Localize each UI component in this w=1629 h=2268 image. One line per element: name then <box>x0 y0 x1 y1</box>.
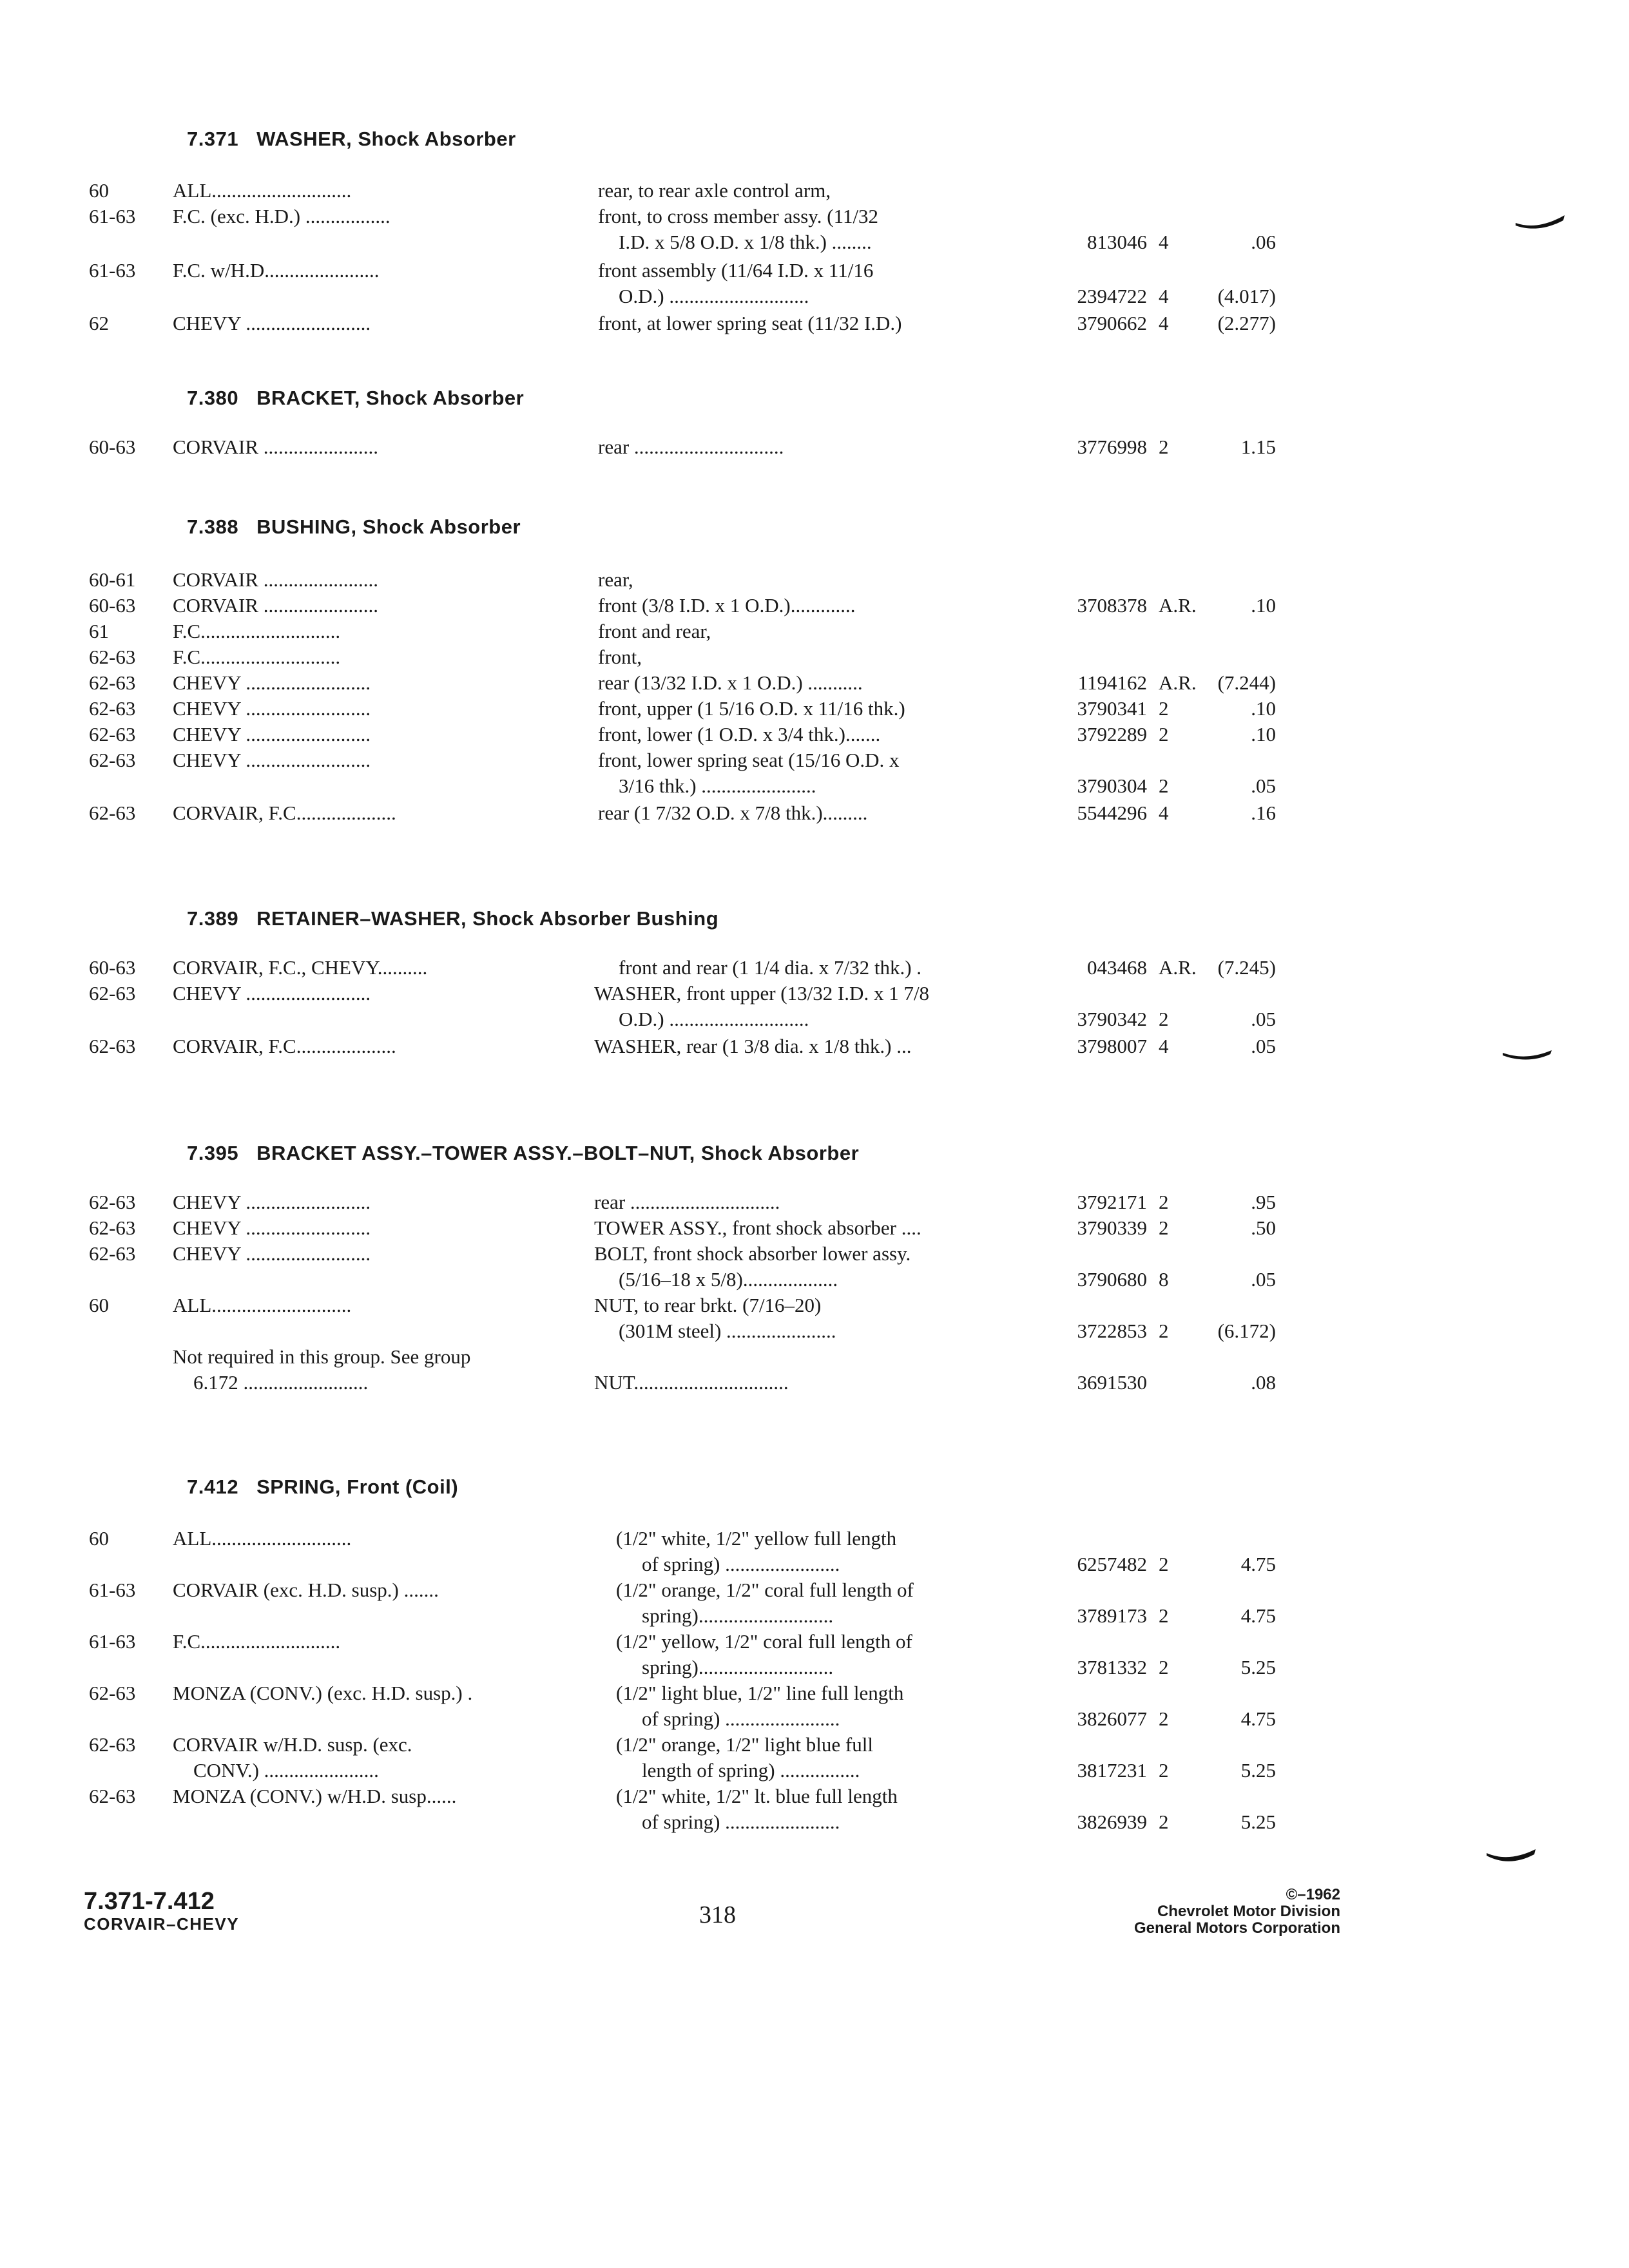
part-number: 3790342 <box>1077 1008 1147 1030</box>
year-range: 61 <box>89 620 109 642</box>
part-description: front, at lower spring seat (11/32 I.D.) <box>598 312 902 334</box>
model-applicability-cont: CONV.) ....................... <box>193 1759 379 1782</box>
footer-reference <box>84 1888 239 1933</box>
price: .05 <box>1251 774 1276 797</box>
quantity: 4 <box>1159 312 1169 334</box>
model-applicability: CHEVY ......................... <box>173 1216 371 1239</box>
part-number: 043468 <box>1087 956 1147 979</box>
price: .05 <box>1251 1268 1276 1291</box>
part-description-cont: length of spring) ................ <box>642 1759 860 1782</box>
part-description-cont: (301M steel) ...................... <box>619 1320 836 1342</box>
part-description: front (3/8 I.D. x 1 O.D.)............. <box>598 594 856 617</box>
part-description-cont: spring)........................... <box>642 1604 834 1627</box>
part-description: front assembly (11/64 I.D. x 11/16 <box>598 259 874 282</box>
year-range: 62-63 <box>89 982 136 1004</box>
page-number: 318 <box>699 1901 736 1928</box>
price: .16 <box>1251 802 1276 824</box>
price: 5.25 <box>1240 1811 1276 1833</box>
copyright-block <box>1031 1887 1340 1937</box>
quantity: 8 <box>1159 1268 1169 1291</box>
part-description: front and rear, <box>598 620 711 642</box>
price: 4.75 <box>1240 1707 1276 1730</box>
quantity: 2 <box>1159 1320 1169 1342</box>
part-description: TOWER ASSY., front shock absorber .... <box>594 1216 921 1239</box>
price: 5.25 <box>1240 1656 1276 1678</box>
year-range: 61-63 <box>89 1630 136 1653</box>
quantity: 2 <box>1159 723 1169 745</box>
section-number: 7.371 <box>187 128 239 150</box>
part-number: 3790304 <box>1077 774 1147 797</box>
quantity: 2 <box>1159 1604 1169 1627</box>
model-applicability: CHEVY ......................... <box>173 697 371 720</box>
part-description: rear (1 7/32 O.D. x 7/8 thk.)......... <box>598 802 868 824</box>
quantity: 4 <box>1159 1035 1169 1057</box>
quantity: 2 <box>1159 1759 1169 1782</box>
quantity: 4 <box>1159 285 1169 307</box>
year-range: 60-61 <box>89 568 136 591</box>
corporation: General Motors Corporation <box>1133 1919 1340 1937</box>
part-number: 3792171 <box>1077 1191 1147 1213</box>
price: .95 <box>1251 1191 1276 1213</box>
part-description: front, lower (1 O.D. x 3/4 thk.)....... <box>598 723 881 745</box>
model-applicability: F.C............................ <box>173 1630 341 1653</box>
part-description: (1/2" light blue, 1/2" line full length <box>616 1682 904 1704</box>
part-description: rear, <box>598 568 633 591</box>
model-applicability: F.C. w/H.D....................... <box>173 259 380 282</box>
group-range: 7.371-7.412 <box>84 1888 215 1915</box>
part-description-cont: 3/16 thk.) ....................... <box>619 774 816 797</box>
binder-mark-icon <box>1514 206 1566 232</box>
year-range: 62-63 <box>89 1216 136 1239</box>
model-applicability: MONZA (CONV.) (exc. H.D. susp.) . <box>173 1682 473 1704</box>
model-applicability: CHEVY ......................... <box>173 982 371 1004</box>
model-applicability: F.C............................ <box>173 620 341 642</box>
vehicle-line: CORVAIR–CHEVY <box>84 1914 240 1934</box>
part-description-cont: of spring) ....................... <box>642 1811 840 1833</box>
part-number: 2394722 <box>1077 285 1147 307</box>
quantity: 2 <box>1159 1553 1169 1575</box>
part-number: 3790662 <box>1077 312 1147 334</box>
section-heading <box>187 387 524 410</box>
binder-mark-icon <box>1485 1843 1537 1869</box>
part-number: 3708378 <box>1077 594 1147 617</box>
part-description: BOLT, front shock absorber lower assy. <box>594 1242 911 1265</box>
binder-mark-icon <box>1501 1044 1553 1063</box>
quantity: 2 <box>1159 697 1169 720</box>
model-applicability: CORVAIR, F.C.................... <box>173 802 396 824</box>
section-number: 7.395 <box>187 1142 239 1164</box>
section-heading <box>187 515 521 539</box>
part-description: front, upper (1 5/16 O.D. x 11/16 thk.) <box>598 697 905 720</box>
model-applicability: ALL............................ <box>173 1294 352 1316</box>
year-range: 60-63 <box>89 956 136 979</box>
year-range: 62-63 <box>89 1191 136 1213</box>
model-applicability: CHEVY ......................... <box>173 671 371 694</box>
quantity: A.R. <box>1159 594 1197 617</box>
part-description: (1/2" yellow, 1/2" coral full length of <box>616 1630 912 1653</box>
part-number: 3722853 <box>1077 1320 1147 1342</box>
price: 4.75 <box>1240 1604 1276 1627</box>
footnote-text: Not required in this group. See group <box>173 1345 471 1368</box>
section-title: WASHER, Shock Absorber <box>256 128 516 150</box>
price: .10 <box>1251 594 1276 617</box>
price: .50 <box>1251 1216 1276 1239</box>
part-number: 3789173 <box>1077 1604 1147 1627</box>
quantity: A.R. <box>1159 956 1197 979</box>
part-description: front and rear (1 1/4 dia. x 7/32 thk.) . <box>619 956 922 979</box>
quantity: 2 <box>1159 436 1169 458</box>
model-applicability: ALL............................ <box>173 179 352 202</box>
section-title: BRACKET ASSY.–TOWER ASSY.–BOLT–NUT, Shock Absorber <box>256 1142 860 1164</box>
price: (4.017) <box>1217 285 1276 307</box>
year-range: 62-63 <box>89 749 136 771</box>
year-range: 62-63 <box>89 723 136 745</box>
section-title: BRACKET, Shock Absorber <box>256 387 525 409</box>
model-applicability: CHEVY ......................... <box>173 1191 371 1213</box>
part-number: 3790341 <box>1077 697 1147 720</box>
part-number: 3817231 <box>1077 1759 1147 1782</box>
quantity: 2 <box>1159 1191 1169 1213</box>
copyright: ©–1962 <box>1286 1886 1340 1903</box>
year-range: 62-63 <box>89 1733 136 1756</box>
model-applicability: CORVAIR ....................... <box>173 568 379 591</box>
price: .08 <box>1251 1371 1276 1394</box>
part-number: 6257482 <box>1077 1553 1147 1575</box>
model-applicability: F.C............................ <box>173 646 341 668</box>
year-range: 61-63 <box>89 259 136 282</box>
part-description: rear (13/32 I.D. x 1 O.D.) ........... <box>598 671 863 694</box>
section-title: BUSHING, Shock Absorber <box>256 515 521 538</box>
year-range: 62-63 <box>89 1242 136 1265</box>
section-number: 7.380 <box>187 387 239 409</box>
quantity: 2 <box>1159 1656 1169 1678</box>
part-number: 1194162 <box>1077 671 1147 694</box>
part-description: (1/2" white, 1/2" yellow full length <box>616 1527 897 1550</box>
year-range: 60-63 <box>89 436 136 458</box>
part-description: (1/2" orange, 1/2" light blue full <box>616 1733 873 1756</box>
part-description: (1/2" orange, 1/2" coral full length of <box>616 1579 914 1601</box>
quantity: 2 <box>1159 1811 1169 1833</box>
price: (6.172) <box>1217 1320 1276 1342</box>
model-applicability: CHEVY ......................... <box>173 723 371 745</box>
part-description: (1/2" white, 1/2" lt. blue full length <box>616 1785 898 1807</box>
part-description: NUT............................... <box>594 1371 789 1394</box>
part-description: rear .............................. <box>598 436 784 458</box>
year-range: 62-63 <box>89 1682 136 1704</box>
footnote-text-cont: 6.172 ......................... <box>193 1371 369 1394</box>
part-description: WASHER, front upper (13/32 I.D. x 1 7/8 <box>594 982 930 1004</box>
section-heading <box>187 1142 859 1165</box>
year-range: 61-63 <box>89 1579 136 1601</box>
part-description-cont: spring)........................... <box>642 1656 834 1678</box>
model-applicability: ALL............................ <box>173 1527 352 1550</box>
section-title: RETAINER–WASHER, Shock Absorber Bushing <box>256 907 719 930</box>
year-range: 62 <box>89 312 109 334</box>
section-title: SPRING, Front (Coil) <box>256 1475 459 1498</box>
model-applicability: CHEVY ......................... <box>173 1242 371 1265</box>
part-number: 3790339 <box>1077 1216 1147 1239</box>
year-range: 62-63 <box>89 1785 136 1807</box>
quantity: 2 <box>1159 1707 1169 1730</box>
model-applicability: CORVAIR w/H.D. susp. (exc. <box>173 1733 412 1756</box>
price: (7.245) <box>1217 956 1276 979</box>
quantity: 4 <box>1159 802 1169 824</box>
part-number: 3798007 <box>1077 1035 1147 1057</box>
part-description: NUT, to rear brkt. (7/16–20) <box>594 1294 822 1316</box>
price: .06 <box>1251 231 1276 253</box>
part-number: 5544296 <box>1077 802 1147 824</box>
year-range: 62-63 <box>89 802 136 824</box>
price: 1.15 <box>1240 436 1276 458</box>
price: .05 <box>1251 1035 1276 1057</box>
section-heading <box>187 1475 458 1499</box>
year-range: 60 <box>89 179 109 202</box>
section-number: 7.389 <box>187 907 239 930</box>
price: (7.244) <box>1217 671 1276 694</box>
part-description-cont: of spring) ....................... <box>642 1707 840 1730</box>
model-applicability: CORVAIR, F.C.................... <box>173 1035 396 1057</box>
section-heading <box>187 907 718 930</box>
part-number: 3691530 <box>1077 1371 1147 1394</box>
price: .05 <box>1251 1008 1276 1030</box>
part-number: 3790680 <box>1077 1268 1147 1291</box>
section-number: 7.412 <box>187 1475 239 1498</box>
price: 5.25 <box>1240 1759 1276 1782</box>
year-range: 60 <box>89 1294 109 1316</box>
model-applicability: MONZA (CONV.) w/H.D. susp...... <box>173 1785 457 1807</box>
price: .10 <box>1251 723 1276 745</box>
part-number: 3781332 <box>1077 1656 1147 1678</box>
model-applicability: CORVAIR ....................... <box>173 436 379 458</box>
section-heading <box>187 128 516 151</box>
year-range: 61-63 <box>89 205 136 227</box>
quantity: 2 <box>1159 1008 1169 1030</box>
year-range: 62-63 <box>89 697 136 720</box>
part-number: 813046 <box>1087 231 1147 253</box>
model-applicability: CORVAIR, F.C., CHEVY.......... <box>173 956 428 979</box>
division: Chevrolet Motor Division <box>1157 1903 1340 1920</box>
year-range: 62-63 <box>89 671 136 694</box>
quantity: 4 <box>1159 231 1169 253</box>
year-range: 62-63 <box>89 646 136 668</box>
year-range: 60-63 <box>89 594 136 617</box>
year-range: 60 <box>89 1527 109 1550</box>
quantity: A.R. <box>1159 671 1197 694</box>
model-applicability: CHEVY ......................... <box>173 312 371 334</box>
quantity: 2 <box>1159 774 1169 797</box>
part-description: front, <box>598 646 642 668</box>
part-number: 3776998 <box>1077 436 1147 458</box>
section-number: 7.388 <box>187 515 239 538</box>
part-description: front, to cross member assy. (11/32 <box>598 205 879 227</box>
part-description: rear, to rear axle control arm, <box>598 179 831 202</box>
part-description-cont: of spring) ....................... <box>642 1553 840 1575</box>
quantity: 2 <box>1159 1216 1169 1239</box>
part-description-cont: O.D.) ............................ <box>619 1008 809 1030</box>
part-description: rear .............................. <box>594 1191 780 1213</box>
part-description-cont: I.D. x 5/8 O.D. x 1/8 thk.) ........ <box>619 231 872 253</box>
part-number: 3792289 <box>1077 723 1147 745</box>
price: (2.277) <box>1217 312 1276 334</box>
part-description: front, lower spring seat (15/16 O.D. x <box>598 749 900 771</box>
part-description-cont: O.D.) ............................ <box>619 285 809 307</box>
model-applicability: F.C. (exc. H.D.) ................. <box>173 205 390 227</box>
part-description-cont: (5/16–18 x 5/8)................... <box>619 1268 838 1291</box>
price: 4.75 <box>1240 1553 1276 1575</box>
part-number: 3826939 <box>1077 1811 1147 1833</box>
model-applicability: CORVAIR ....................... <box>173 594 379 617</box>
model-applicability: CORVAIR (exc. H.D. susp.) ....... <box>173 1579 439 1601</box>
part-description: WASHER, rear (1 3/8 dia. x 1/8 thk.) ... <box>594 1035 912 1057</box>
model-applicability: CHEVY ......................... <box>173 749 371 771</box>
part-number: 3826077 <box>1077 1707 1147 1730</box>
price: .10 <box>1251 697 1276 720</box>
year-range: 62-63 <box>89 1035 136 1057</box>
